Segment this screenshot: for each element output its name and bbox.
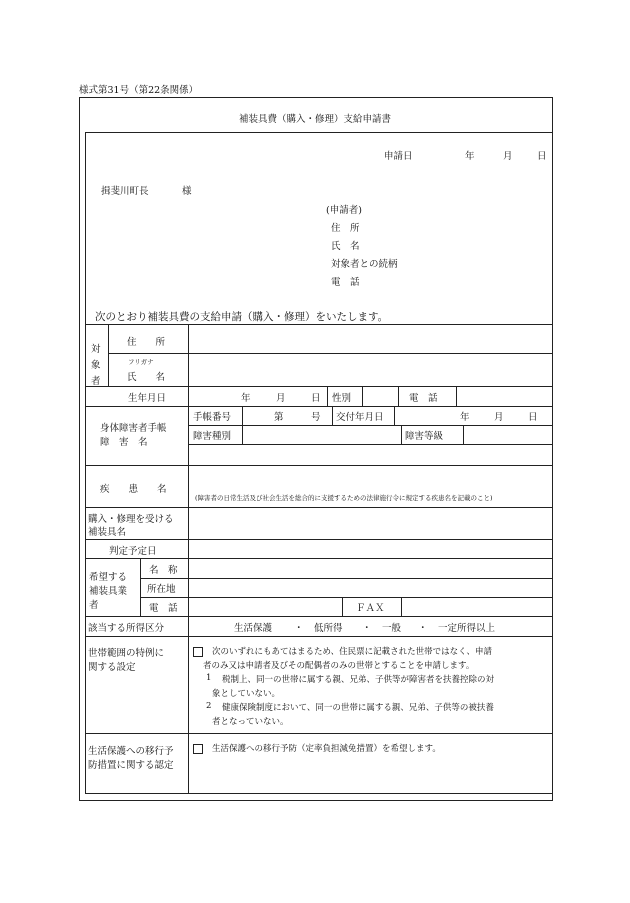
vendor-group-line2: 補装具業 bbox=[89, 586, 128, 597]
household-text-line1: 次のいずれにもあてはまるため、住民票に記載された世帯ではなく、申請 bbox=[212, 647, 492, 657]
form-body bbox=[85, 132, 553, 794]
handbook-issue-date-label: 交付年月日 bbox=[336, 412, 384, 423]
household-item1-num: 1 bbox=[206, 673, 212, 683]
applicant-relation-label: 対象者との続柄 bbox=[331, 259, 398, 270]
application-date-label: 申請日 bbox=[384, 151, 413, 162]
application-date-month: 月 bbox=[503, 151, 513, 162]
addressee-name: 揖斐川町長 bbox=[101, 186, 149, 197]
vendor-location-label: 所在地 bbox=[147, 584, 176, 595]
handbook-label: 身体障害者手帳 bbox=[100, 423, 167, 434]
subject-name-label: 氏 名 bbox=[127, 372, 166, 383]
form-number: 様式第31号（第22条関係） bbox=[79, 85, 199, 96]
income-label: 該当する所得区分 bbox=[88, 623, 165, 634]
income-separator-2: ・ bbox=[362, 623, 372, 634]
household-item2-line2: 者となっていない。 bbox=[212, 717, 289, 727]
vendor-group-line3: 者 bbox=[89, 600, 99, 611]
income-separator-1: ・ bbox=[294, 623, 304, 634]
handbook-number-label: 手帳番号 bbox=[193, 412, 232, 423]
subject-phone-label: 電 話 bbox=[409, 393, 438, 404]
household-text-line2: 者のみ又は申請者及びその配偶者のみの世帯とすることを申請します。 bbox=[203, 661, 475, 671]
applicant-phone-label: 電 話 bbox=[331, 277, 360, 288]
addressee-honorific: 様 bbox=[182, 186, 192, 197]
handbook-dai: 第 bbox=[274, 412, 284, 423]
vendor-fax-label: ＦＡＸ bbox=[356, 603, 385, 614]
welfare-text: 生活保護への移行予防（定率負担減免措置）を希望します。 bbox=[212, 744, 441, 754]
application-date-day: 日 bbox=[537, 151, 547, 162]
application-date-year: 年 bbox=[465, 151, 475, 162]
income-option-high[interactable]: 一定所得以上 bbox=[438, 623, 496, 634]
handbook-go: 号 bbox=[311, 412, 321, 423]
subject-address-label: 住 所 bbox=[127, 337, 166, 348]
household-item1-line2: 象としていない。 bbox=[212, 689, 281, 699]
applicant-name-label: 氏 名 bbox=[331, 241, 360, 252]
welfare-label-line2: 防措置に関する認定 bbox=[88, 760, 174, 771]
subject-group-char-1: 対 bbox=[91, 344, 101, 355]
disease-label: 疾 患 名 bbox=[100, 484, 167, 495]
welfare-label-line1: 生活保護への移行予 bbox=[88, 746, 174, 757]
subject-birthdate-label: 生年月日 bbox=[128, 393, 167, 404]
device-label-line1: 購入・修理を受ける bbox=[88, 514, 174, 525]
household-item2-line1: 健康保険制度において、同一の世帯に属する親、兄弟、子供等の被扶養 bbox=[222, 703, 494, 713]
form-title: 補装具費（購入・修理）支給申請書 bbox=[238, 114, 391, 125]
disability-grade-label: 障害等級 bbox=[405, 431, 444, 442]
intro-text: 次のとおり補装具費の支給申請（購入・修理）をいたします。 bbox=[95, 311, 389, 323]
subject-group-char-2: 象 bbox=[91, 360, 101, 371]
issue-month: 月 bbox=[494, 412, 504, 423]
household-item2-num: 2 bbox=[206, 701, 212, 711]
issue-year: 年 bbox=[460, 412, 470, 423]
judgment-date-label: 判定予定日 bbox=[109, 546, 157, 557]
vendor-group-line1: 希望する bbox=[89, 572, 128, 583]
device-label-line2: 補装具名 bbox=[88, 527, 127, 538]
income-option-low[interactable]: 低所得 bbox=[314, 623, 343, 634]
issue-day: 日 bbox=[528, 412, 538, 423]
household-label-line1: 世帯範囲の特例に bbox=[88, 648, 165, 659]
vendor-name-label: 名 称 bbox=[149, 565, 178, 576]
birth-year: 年 bbox=[241, 393, 251, 404]
household-item1-line1: 税制上、同一の世帯に属する親、兄弟、子供等が障害者を扶養控除の対 bbox=[222, 675, 495, 685]
disease-note: (障害者の日常生活及び社会生活を総合的に支援するための法律施行令に規定する疾患名を記載のこと) bbox=[195, 494, 493, 502]
welfare-checkbox[interactable] bbox=[193, 744, 203, 754]
income-separator-3: ・ bbox=[418, 623, 428, 634]
income-option-general[interactable]: 一般 bbox=[382, 623, 402, 634]
disability-name-label: 障 害 名 bbox=[100, 437, 148, 448]
disability-type-label: 障害種別 bbox=[193, 431, 232, 442]
household-checkbox[interactable] bbox=[193, 647, 203, 657]
income-option-welfare[interactable]: 生活保護 bbox=[234, 623, 273, 634]
subject-group-char-3: 者 bbox=[91, 376, 101, 387]
subject-furigana-label: フリガナ bbox=[128, 358, 154, 366]
applicant-header: (申請者) bbox=[326, 205, 362, 216]
applicant-address-label: 住 所 bbox=[331, 223, 360, 234]
vendor-phone-label: 電 話 bbox=[149, 603, 178, 614]
subject-sex-label: 性別 bbox=[332, 393, 352, 404]
household-label-line2: 関する設定 bbox=[88, 662, 136, 673]
birth-month: 月 bbox=[276, 393, 286, 404]
birth-day: 日 bbox=[311, 393, 321, 404]
